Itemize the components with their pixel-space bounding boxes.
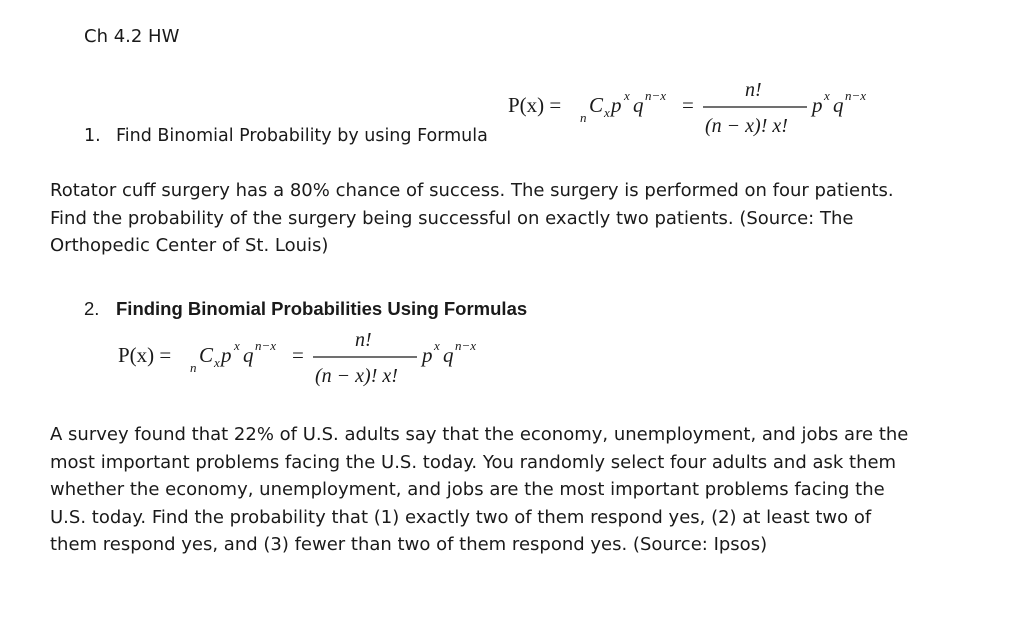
problem-2-title: Finding Binomial Probabilities Using Formulas bbox=[116, 298, 528, 319]
formula-exp-nx: n−x bbox=[255, 338, 277, 353]
problem-1-line: Orthopedic Center of St. Louis) bbox=[50, 235, 329, 256]
formula-p: p bbox=[221, 343, 232, 367]
formula-lhs: P(x) = bbox=[508, 93, 562, 117]
formula-p: p bbox=[611, 93, 622, 117]
problem-2-heading bbox=[84, 298, 527, 320]
formula-p2: p bbox=[812, 93, 823, 117]
problem-2-line: U.S. today. Find the probability that (1) exactly two of them respond yes, (2) at least two of bbox=[50, 506, 872, 528]
formula-exp-nx: n−x bbox=[645, 88, 667, 103]
formula-denominator: (n − x)! x! bbox=[705, 115, 788, 137]
formula-exp-nx2: n−x bbox=[845, 88, 867, 103]
binomial-formula-1 bbox=[500, 76, 890, 148]
problem-1-heading bbox=[84, 126, 488, 146]
formula-exp-nx2: n−x bbox=[455, 338, 477, 353]
problem-2-text bbox=[50, 421, 908, 559]
problem-2-line: most important problems facing the U.S. today. You randomly select four adults and ask them bbox=[50, 451, 897, 473]
problem-2-number: 2. bbox=[84, 298, 100, 319]
problem-1-line: Rotator cuff surgery has a 80% chance of success. The surgery is performed on four patients. bbox=[50, 180, 894, 201]
formula-exp-x2: x bbox=[434, 338, 440, 353]
formula-sub-x: x bbox=[604, 105, 610, 120]
formula-c: C bbox=[589, 93, 604, 117]
problem-1-line: Find the probability of the surgery being successful on exactly two patients. (Source: The bbox=[50, 207, 854, 229]
problem-1-title: Find Binomial Probability by using Formula bbox=[116, 126, 488, 146]
problem-1-number: 1. bbox=[84, 126, 101, 146]
formula-sub-n: n bbox=[190, 360, 197, 375]
formula-q2: q bbox=[833, 93, 844, 117]
formula-q: q bbox=[633, 93, 644, 117]
formula-exp-x2: x bbox=[824, 88, 830, 103]
formula-numerator: n! bbox=[745, 79, 762, 101]
formula-sub-n: n bbox=[580, 110, 587, 125]
formula-p2: p bbox=[422, 343, 433, 367]
formula-equals: = bbox=[292, 343, 304, 367]
formula-c: C bbox=[199, 343, 214, 367]
formula-lhs: P(x) = bbox=[118, 343, 172, 367]
formula-numerator: n! bbox=[355, 329, 372, 351]
formula-q: q bbox=[243, 343, 254, 367]
formula-exp-x: x bbox=[624, 88, 630, 103]
binomial-formula-2 bbox=[110, 326, 500, 398]
formula-equals: = bbox=[682, 93, 694, 117]
page-title: Ch 4.2 HW bbox=[84, 26, 180, 47]
problem-1-text bbox=[50, 177, 894, 260]
formula-denominator: (n − x)! x! bbox=[315, 365, 398, 387]
formula-q2: q bbox=[443, 343, 454, 367]
formula-exp-x: x bbox=[234, 338, 240, 353]
formula-sub-x: x bbox=[214, 355, 220, 370]
problem-2-line: A survey found that 22% of U.S. adults say that the economy, unemployment, and jobs are the bbox=[50, 424, 909, 445]
problem-2-line: them respond yes, and (3) fewer than two of them respond yes. (Source: Ipsos) bbox=[50, 534, 768, 555]
problem-2-line: whether the economy, unemployment, and jobs are the most important problems facing the bbox=[50, 479, 885, 500]
